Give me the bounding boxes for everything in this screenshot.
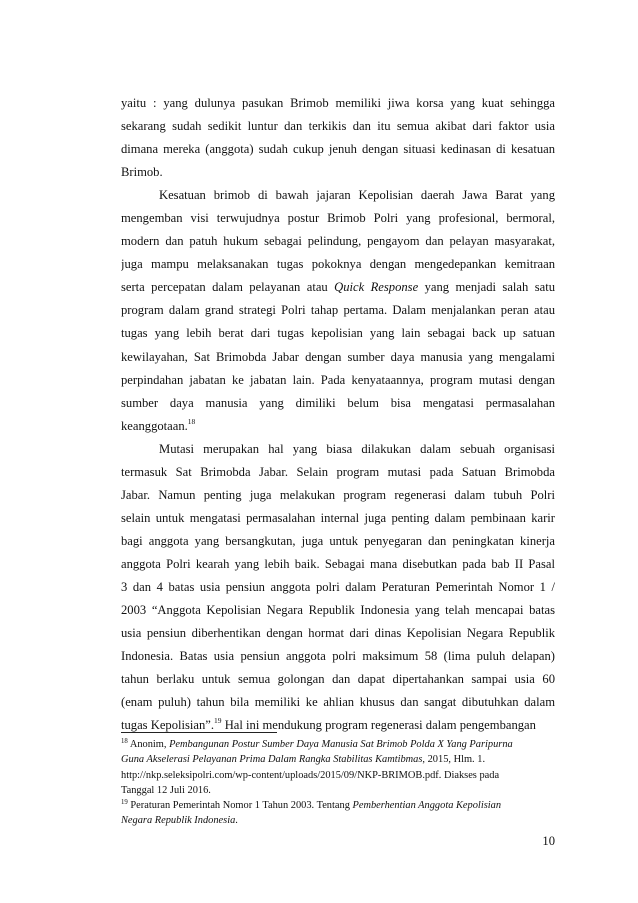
footnote-line: http://nkp.seleksipolri.com/wp-content/uploads/2015/09/NKP-BRIMOB.pdf. Diakses pada	[121, 769, 500, 781]
text-line: mengemban visi terwujudnya postur Brimob Polri yang profesional, bermoral,	[121, 211, 555, 226]
text-line: tugas yang lebih berat dari tugas kepolisian yang lain sebagai back up satuan	[121, 326, 555, 341]
emphasis-text: Pemberhentian Anggota Kepolisian	[352, 800, 502, 812]
footnote-line: $^{18}$ Anonim, Pembangunan Postur Sumber Daya Manusia Sat Brimob Polda X Yang Paripurna	[121, 738, 513, 750]
text-line: usia pensiun diberhentikan dengan hormat dari dinas Kepolisian Negara Republik	[121, 626, 555, 641]
footnote-19	[121, 798, 555, 829]
body-text	[121, 92, 555, 737]
page-number: 10	[542, 834, 555, 848]
footnote-reference: 18	[187, 416, 196, 426]
paragraph	[121, 92, 555, 184]
text-line: juga mampu melaksanakan tugas pokoknya dengan mengedepankan kemitraan	[121, 257, 555, 272]
text-line: Brimob.	[121, 165, 163, 180]
text-line: Kesatuan brimob di bawah jajaran Kepolisian daerah Jawa Barat yang	[159, 188, 555, 203]
text-line: serta percepatan dalam pelayanan atau Quick Response yang menjadi salah satu	[121, 280, 555, 295]
text-line: 2003 “Anggota Kepolisian Negara Republik Indonesia yang telah mencapai batas	[121, 603, 555, 618]
text-line: 3 dan 4 batas usia pensiun anggota polri dalam Peraturan Pemerintah Nomor 1 /	[121, 579, 555, 594]
footnote-separator	[121, 732, 277, 733]
footnote-line: Tanggal 12 Juli 2016.	[121, 784, 211, 796]
emphasis-text: Pembangunan Postur Sumber Daya Manusia Sat Brimob Polda X Yang Paripurna	[169, 739, 513, 750]
text-line: sumber daya manusia yang dimiliki belum bisa mengatasi permasalahan	[121, 395, 555, 410]
footnote-18	[121, 737, 555, 798]
emphasis-text: Quick Response	[334, 280, 419, 295]
text-line: anggota Polri kearah yang lebih baik. Sebagai mana disebutkan pada bab II Pasal	[121, 556, 555, 571]
text-line: keanggotaan.$^{18}$	[121, 416, 196, 433]
text-line: dimana mereka (anggota) sudah cukup jenuh dengan situasi kedinasan di kesatuan	[121, 142, 555, 157]
text-line: termasuk Sat Brimobda Jabar. Selain program mutasi pada Satuan Brimobda	[121, 464, 555, 479]
text-line: selain untuk mengatasi permasalahan internal juga penting dalam pembinaan karir	[121, 510, 555, 525]
text-line: modern dan patuh hukum sebagai pelindung, pengayom dan pelayan masyarakat,	[121, 234, 555, 249]
text-line: kewilayahan, Sat Brimobda Jabar dengan sumber daya manusia yang mengalami	[121, 349, 555, 364]
text-line: perpindahan jabatan ke jabatan lain. Pada kenyataannya, program mutasi dengan	[121, 372, 555, 387]
text-line: tugas Kepolisian”.$^{19}$ Hal ini mendukung program regenerasi dalam pengembangan	[121, 716, 536, 733]
footnote-reference: 19	[214, 716, 222, 726]
footnote-line: Negara Republik Indonesia.	[121, 815, 238, 827]
footnote-number: 19	[121, 799, 128, 807]
text-line: Indonesia. Batas usia pensiun anggota polri maksimum 58 (lima puluh delapan)	[121, 649, 555, 664]
paragraph	[121, 438, 555, 738]
footnote-number: 18	[121, 738, 128, 745]
text-line: (enam puluh) tahun bila memiliki ke ahlian khusus dan sangat dibutuhkan dalam	[121, 695, 555, 710]
text-line: program dalam grand strategi Polri tahap pertama. Dalam menjalankan peran atau	[121, 303, 555, 318]
text-line: sekarang sudah sedikit luntur dan terkikis dan itu semua akibat dari faktor usia	[121, 119, 555, 134]
paragraph	[121, 184, 555, 438]
footnote-line: $^{19}$ Peraturan Pemerintah Nomor 1 Tahun 2003. Tentang Pemberhentian Anggota Kepolisian	[121, 799, 502, 812]
text-line: Mutasi merupakan hal yang biasa dilakukan dalam sebuah organisasi	[159, 441, 555, 456]
text-line: yaitu : yang dulunya pasukan Brimob memiliki jiwa korsa yang kuat sehingga	[121, 96, 555, 110]
text-line: tahun berlaku untuk semua golongan dan dapat dipertahankan sampai usia 60	[121, 672, 555, 687]
emphasis-text: Negara Republik Indonesia	[121, 815, 236, 827]
text-line: Jabar. Namun penting juga melakukan program regenerasi dalam tubuh Polri	[121, 487, 555, 502]
emphasis-text: Guna Akselerasi Pelayanan Prima Dalam Rangka Stabilitas Kamtibmas	[121, 754, 423, 766]
footnote-line: Guna Akselerasi Pelayanan Prima Dalam Rangka Stabilitas Kamtibmas, 2015, Hlm. 1.	[121, 754, 486, 766]
text-line: bagi anggota yang bersangkutan, juga untuk penyegaran dan peningkatan kinerja	[121, 533, 555, 548]
footnotes	[121, 737, 555, 829]
